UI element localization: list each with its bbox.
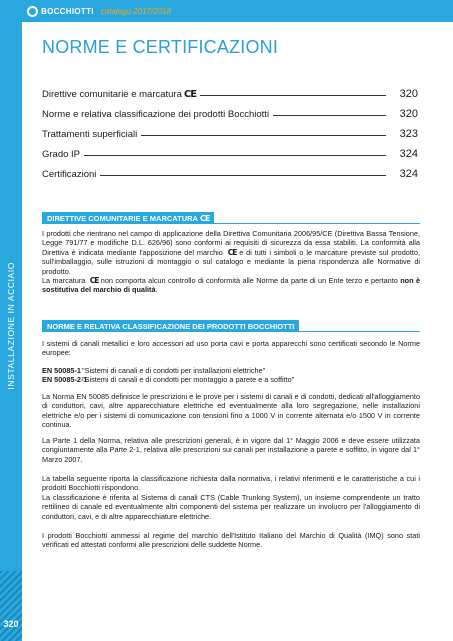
sidebar: [0, 22, 22, 641]
ce-mark-icon: CE: [199, 214, 210, 223]
classification-text-b: La classificazione è riferita al Sistema di canali CTS (Cable Trunking System), un insieme comprendente un tratto rettilineo di canale ed eventualmente altri componenti del sistema per realizzare un involucro per l'alloggiamento di conduttori, cavi, e di altre apparecchiature elettriche.: [42, 492, 420, 521]
toc-page: 320: [399, 88, 418, 100]
toc-label: Norme e relativa classificazione dei prodotti Bocchiotti: [42, 109, 270, 120]
ce-note-bold: non è sostitutiva del marchio di qualità: [42, 276, 421, 295]
toc-page: 324: [399, 168, 418, 180]
catalog-label: catalogo 2017/2018: [100, 6, 172, 16]
page-title: NORME E CERTIFICAZIONI: [42, 37, 279, 57]
ce-mark-icon: CE: [89, 276, 99, 286]
toc-row[interactable]: [42, 80, 418, 100]
header-bar: [0, 0, 453, 22]
directives-text-b: e di tutti i simboli o le marcature previste sul prodotto, sull'imballaggio, sulle istruzioni di montaggio o sul catalogo e mediante la piena rispondenza alle Normative di prodotto.: [42, 247, 420, 276]
toc-leader: [84, 155, 386, 156]
table-of-contents: [42, 80, 418, 180]
toc-row[interactable]: [42, 120, 418, 140]
toc-row[interactable]: [42, 100, 418, 120]
ce-note-text-b: non comporta alcun controllo di conformità alle Norme da parte di un Ente terzo e pertanto: [100, 276, 398, 286]
brand-name: BOCCHIOTTI: [41, 6, 94, 16]
imq-paragraph: I prodotti Bocchiotti ammessi al regime del marchio dell'Istituto Italiano del Marchio di Qualità (IMQ) sono stati verificati ed attestati conformi alle prescrizioni delle suddette Norme.: [42, 531, 420, 550]
toc-row[interactable]: [42, 160, 418, 180]
toc-row[interactable]: [42, 140, 418, 160]
brand-mark-icon: [27, 6, 38, 17]
sidebar-section-label: INSTALLAZIONE IN ACCIAIO: [6, 262, 16, 390]
toc-leader: [273, 115, 386, 116]
norm-item: [42, 366, 420, 375]
toc-label-wrap: [42, 89, 200, 100]
section-heading-norms: NORME E RELATIVA CLASSIFICAZIONE DEI PRODOTTI BOCCHIOTTI: [42, 320, 299, 332]
toc-label: Direttive comunitarie e marcatura: [42, 89, 182, 100]
directives-text-a: I prodotti che rientrano nel campo di applicazione della Direttiva Comunitaria 2006/95/CE (Direttiva Bassa Tensione, Legge 791/77 e modifiche D.L. 626/96) sono conformi ai requisiti di sicurezza da essa stabiliti. La conformità alla Direttiva è indicata mediante l'apposizione del marchio: [42, 229, 420, 257]
sidebar-hatch-decoration: [0, 571, 22, 641]
ce-note-text-a: La marcatura: [42, 276, 86, 286]
toc-page: 324: [399, 148, 418, 160]
norm-text: "Sistemi di canali e di condotti per installazioni elettriche": [82, 366, 266, 375]
toc-label: Certificazioni: [42, 169, 97, 180]
toc-page: 320: [399, 108, 418, 120]
ce-mark-icon: CE: [183, 89, 197, 100]
norm-code: EN 50085-1: [42, 366, 81, 375]
norm-code: EN 50085-2-1: [42, 375, 88, 385]
norm-parts-paragraph: La Parte 1 della Norma, relativa alle prescrizioni generali, è in vigore dal 1° Maggio 2006 e deve essere utilizzata congiuntamente alla Parte 2-1, relativa alle prescrizioni sui canali per installazione a parete e soffitto, in vigore dal 1° Marzo 2007.: [42, 436, 420, 464]
norms-list: [42, 366, 420, 385]
section-heading-directives: [42, 212, 214, 224]
ce-mark-icon: CE: [227, 247, 237, 257]
toc-page: 323: [399, 128, 418, 140]
toc-leader: [200, 95, 386, 96]
toc-label: Trattamenti superficiali: [42, 129, 138, 140]
brand-logo: [27, 5, 171, 17]
section-heading-text: DIRETTIVE COMUNITARIE E MARCATURA: [47, 214, 198, 223]
toc-label: Grado IP: [42, 149, 81, 160]
classification-table-paragraph: [42, 474, 420, 521]
norm-en50085-paragraph: La Norma EN 50085 definisce le prescrizioni e le prove per i sistemi di canali e di condotti, dedicati all'alloggiamento di conduttori, cavi, altre apparecchiature elettriche ed eventualmente alla loro segregazione, nelle installazioni elettriche e/o per i sistemi di comunicazione con tensioni fino a 1000 V in corrente alternata e/o 1500 V in corrente continua.: [42, 392, 420, 430]
ce-note-end: .: [155, 285, 158, 295]
classification-text-a: La tabella seguente riporta la classificazione richiesta dalla normativa, i relativi riferimenti e le caratteristiche a cui i prodotti Bocchiotti rispondono.: [42, 474, 420, 493]
norm-text: "Sistemi di canali e di condotti per montaggio a parete e a soffitto": [82, 375, 295, 385]
toc-leader: [141, 135, 386, 136]
norms-intro: I sistemi di canali metallici e loro accessori ad uso porta cavi e porta apparecchi sono certificati secondo le Norme europee:: [42, 339, 420, 358]
toc-leader: [100, 175, 386, 176]
norm-item: [42, 375, 420, 384]
directives-paragraph: [42, 229, 420, 295]
page-number: 320: [3, 619, 19, 629]
